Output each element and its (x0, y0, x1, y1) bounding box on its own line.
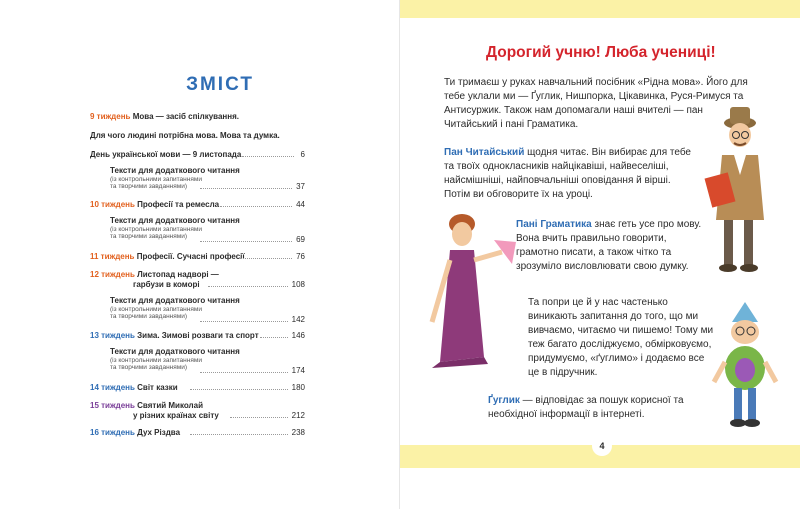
toc-week-label: 12 тиждень (90, 270, 135, 279)
toc-row-week-9[interactable] (90, 112, 305, 123)
toc-entry-title: Зима. Зимові розваги та спорт (137, 331, 259, 340)
extra-reading-title: Тексти для додаткового читання (110, 216, 240, 225)
page-number: 4 (592, 436, 612, 456)
toc-page-number: 69 (296, 235, 305, 244)
toc-entry-title: Святий Миколай (137, 401, 203, 410)
toc-page-number: 76 (296, 252, 305, 261)
toc-page-number: 44 (296, 200, 305, 209)
toc-page-number: 180 (291, 383, 305, 392)
extra-reading-note: (із контрольними запитаннями (110, 356, 202, 364)
toc-leader (190, 428, 288, 435)
toc-entry-title: гарбузи в коморі (133, 280, 200, 289)
toc-entry-title: Листопад надворі — (137, 270, 219, 279)
toc-entry-title: Мова — засіб спілкування. (132, 112, 239, 121)
toc-entry-title: День української мови — 9 листопада (90, 150, 242, 159)
extra-reading-title: Тексти для додаткового читання (110, 296, 240, 305)
toc-entry-title: Для чого людині потрібна мова. Мова та думка. (90, 131, 280, 140)
toc-page-number: 37 (296, 182, 305, 191)
toc-entry-title: Професії та ремесла (137, 200, 220, 209)
toc-row-week-15[interactable] (90, 401, 305, 412)
toc-row[interactable] (90, 131, 305, 142)
right-page (400, 0, 800, 509)
extra-reading-title: Тексти для додаткового читання (110, 166, 240, 175)
extra-reading-note: та творчими завданнями) (110, 313, 188, 320)
toc-page-number: 6 (300, 150, 305, 159)
paragraph-guglyk (488, 394, 706, 422)
toc-week-label: 9 тиждень (90, 112, 131, 121)
toc-row-week-16[interactable] (90, 428, 305, 439)
toc-week-label: 14 тиждень (90, 383, 135, 392)
toc-week-label: 11 тиждень (90, 252, 135, 261)
character-name: Ґуглик (488, 395, 520, 406)
toc-entry-title: Світ казки (137, 383, 178, 392)
extra-reading-note: (із контрольними запитаннями (110, 305, 202, 313)
toc-entry-title: у різних країнах світу (133, 411, 219, 420)
toc-leader (260, 331, 288, 338)
character-name: Пан Читайський (444, 147, 525, 158)
paragraph-hramatyka (516, 218, 708, 274)
toc-leader (200, 182, 292, 189)
extra-reading-note: та творчими завданнями) (110, 364, 188, 371)
left-page (0, 0, 398, 509)
toc-leader (200, 366, 288, 373)
toc-page-number: 108 (291, 280, 305, 289)
toc-week-label: 16 тиждень (90, 428, 135, 437)
toc-leader (208, 280, 288, 287)
toc-leader (220, 200, 292, 207)
toc-entry-title: Професії. Сучасні професії (136, 252, 245, 261)
toc-leader (200, 315, 288, 322)
toc-row-week-13[interactable] (90, 331, 305, 342)
teacher-woman-illustration (422, 212, 522, 372)
extra-reading-title: Тексти для додаткового читання (110, 347, 240, 356)
extra-reading-note: та творчими завданнями) (110, 233, 188, 240)
paragraph-text: — відповідає за пошук корисної та необхідної інформації в інтернеті. (488, 395, 684, 420)
hat-top (730, 107, 750, 124)
greeting-heading: Дорогий учню! Люба учениці! (486, 44, 716, 61)
toc-entry-title: Дух Різдва (137, 428, 181, 437)
toc-leader (190, 383, 288, 390)
top-band (400, 0, 800, 18)
toc-title: ЗМІСТ (186, 74, 254, 95)
toc-week-label: 15 тиждень (90, 401, 135, 410)
toc-row[interactable] (90, 150, 305, 161)
toc-page-number: 238 (291, 428, 305, 437)
extra-reading-note: (із контрольними запитаннями (110, 225, 202, 233)
toc-leader (240, 252, 292, 259)
paragraph-authors: Та попри це й у нас частенько виникають запитання до того, що ми вивчаємо, читаємо чи пишемо! Тому ми теж багато досліджуємо, обмірковуємо, придумуємо, «ґуглимо» і додаємо все це в підручник. (528, 297, 714, 378)
toc-row-week-10[interactable] (90, 200, 305, 211)
toc-leader (242, 150, 294, 157)
guglyk-illustration (710, 300, 780, 435)
extra-reading-note: та творчими завданнями) (110, 183, 188, 190)
intro-paragraph: Ти тримаєш у руках навчальний посібник «Рідна мова». Його для тебе уклали ми — Ґуглик, Нишпорка, Цікавинка, Руся-Римуся та Антисуржик. Також нам допомагали наші вчителі — пан Читайський і пані Граматика. (444, 77, 748, 130)
paragraph-text: знає геть усе про мову. Вона вчить правильно говорити, грамотно писати, а також чітко та зрозуміло висловлювати свою думку. (516, 219, 702, 272)
toc-row-week-12[interactable] (90, 270, 305, 281)
character-name: Пані Граматика (516, 219, 592, 230)
toc-row-week-11[interactable] (90, 252, 305, 263)
toc-page-number: 174 (291, 366, 305, 375)
teacher-man-illustration (700, 105, 780, 275)
extra-reading-note: (із контрольними запитаннями (110, 175, 202, 183)
toc-week-label: 13 тиждень (90, 331, 135, 340)
toc-row-week-14[interactable] (90, 383, 305, 394)
toc-page-number: 142 (291, 315, 305, 324)
head (452, 222, 472, 246)
toc-page-number: 146 (291, 331, 305, 340)
toc-leader (200, 235, 292, 242)
toc-row[interactable] (90, 280, 305, 291)
toc-page-number: 212 (291, 411, 305, 420)
paragraph-chytaiskyi (444, 146, 692, 202)
paragraph-text: щодня читає. Він вибирає для тебе та твоїх однокласників найцікавіші, найвеселіші, найсмішніші, найповчальніші оповідання й вірші. Потім ви обговорите їх на уроці. (444, 147, 691, 200)
cap (732, 302, 758, 322)
toc-leader (230, 411, 288, 418)
toc-row[interactable] (90, 411, 305, 422)
toc-week-label: 10 тиждень (90, 200, 135, 209)
